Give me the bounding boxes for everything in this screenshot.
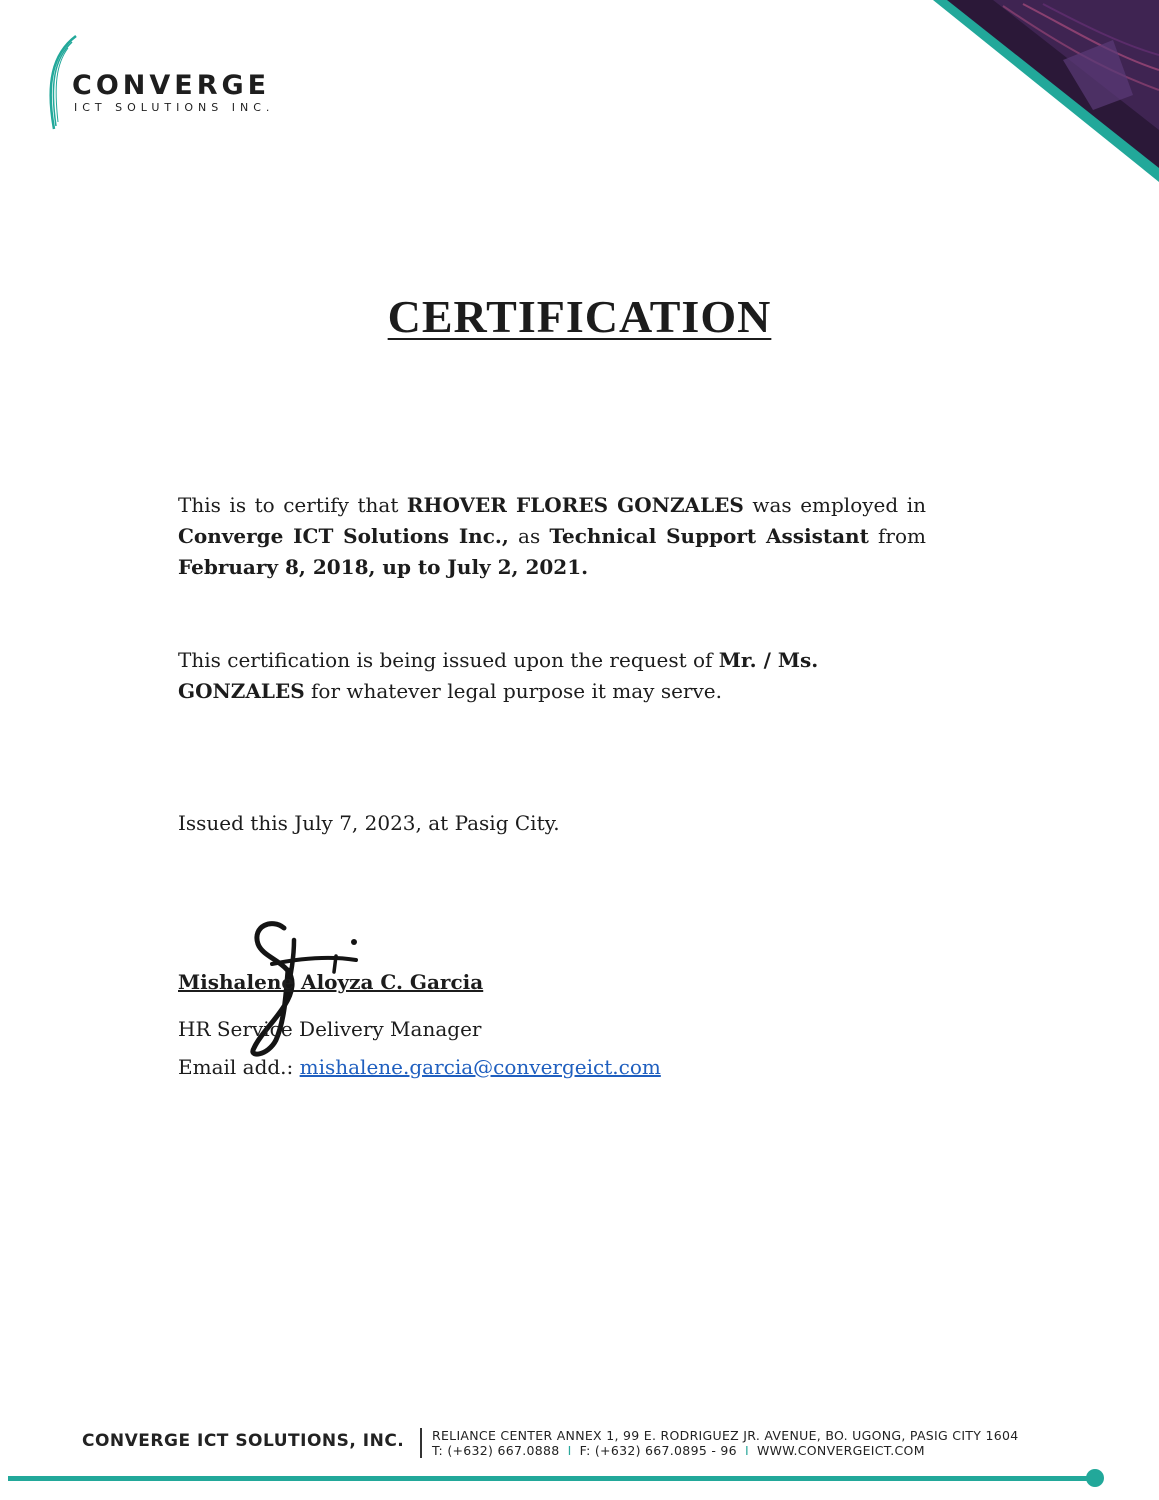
document-title: CERTIFICATION [387, 291, 772, 342]
company-name: Converge ICT Solutions Inc., [178, 524, 509, 548]
footer-contact-info [432, 1428, 1018, 1458]
certification-paragraph: This is to certify that RHOVER FLORES GONZALES was employed in Converge ICT Solutions Inc., as Technical Support Assistant from February 8, 2018, up to July 2, 2021. [178, 493, 926, 579]
signatory-name: Mishalene Aloyza C. Garcia [178, 970, 484, 994]
footer-website[interactable]: WWW.CONVERGEICT.COM [756, 1443, 925, 1458]
signatory-role: HR Service Delivery Manager [178, 1017, 482, 1041]
purpose-paragraph: This certification is being issued upon the request of Mr. / Ms. GONZALES for whatever legal purpose it may serve. [178, 648, 819, 703]
issued-statement: Issued this July 7, 2023, at Pasig City. [178, 811, 560, 835]
employee-name: RHOVER FLORES GONZALES [406, 493, 744, 517]
footer-accent-dot [1086, 1469, 1104, 1487]
employment-period: February 8, 2018, up to July 2, 2021. [178, 555, 589, 579]
footer-divider [420, 1428, 422, 1458]
signatory-email: Email add.: mishalene.garcia@convergeict.com [178, 1055, 661, 1079]
email-link[interactable]: mishalene.garcia@convergeict.com [299, 1055, 661, 1079]
footer-accent-line [8, 1476, 1096, 1481]
logo-tagline: ICT SOLUTIONS INC. [74, 101, 275, 114]
company-logo [44, 34, 314, 134]
footer-fax: F: (+632) 667.0895 - 96 [579, 1443, 737, 1458]
footer-phone: T: (+632) 667.0888 [432, 1443, 560, 1458]
footer-address: RELIANCE CENTER ANNEX 1, 99 E. RODRIGUEZ JR. AVENUE, BO. UGONG, PASIG CITY 1604 [432, 1428, 1019, 1443]
footer-separator: I [744, 1443, 749, 1458]
addressee: Mr. / Ms. GONZALES [178, 648, 819, 703]
logo-wordmark: CONVERGE [72, 70, 271, 101]
job-position: Technical Support Assistant [549, 524, 869, 548]
corner-decoration-graphic [933, 0, 1159, 182]
footer-separator: I [567, 1443, 572, 1458]
footer-company-name: CONVERGE ICT SOLUTIONS, INC. [82, 1431, 405, 1451]
